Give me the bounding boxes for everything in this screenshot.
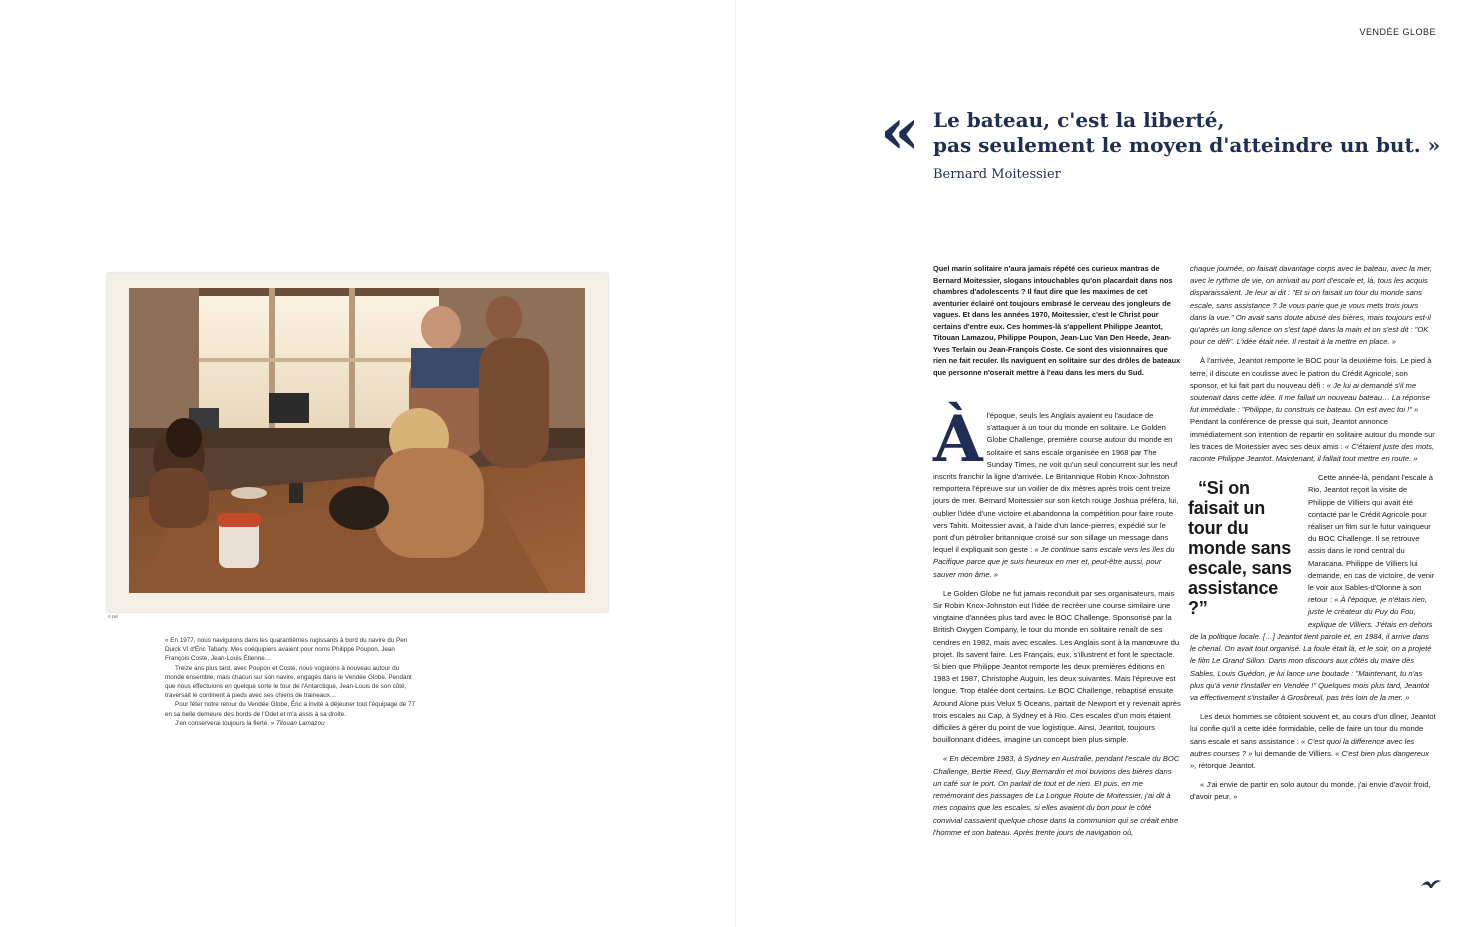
quoted-text: « C'est quoi la différence avec les autres courses ? »	[1190, 736, 1415, 758]
quote-text	[933, 108, 1440, 158]
article-paragraph: chaque journée, on faisait davantage corps avec le bateau, avec la mer, avec le rythme de vie, on arrivait au port d'escale et, là, tous les acquis disparaissaient. Je leur ai dit : "Et si on faisait un tour du monde sans escale, sans assistance ? Je vous parie que je vous mets trois jours dans la vue." On avait sans doute abusé des bières, mais toujours est-il qu'après un long silence on s'est tapé dans la main et on s'est dit : "OK pour ce défi". L'idée était née. Il restait à la mettre en place. »	[1190, 264, 1432, 347]
paragraph-text: À l'arrivée, Jeantot remporte le BOC pour la deuxième fois. Le pied à terre, il discute en coulisse avec le patron du Crédit Agricole, son sponsor, et lui fait part du nouveau défi :	[1190, 356, 1432, 390]
pull-quote: “Si on faisait un tour du monde sans escale, sans assistance ?”	[1188, 478, 1292, 619]
paragraph-text: Les deux hommes se côtoient souvent et, au cours d'un dîner, Jeantot lui confie qu'il a cette idée formidable, celle de faire un tour du monde sans escale et sans assistance :	[1190, 712, 1436, 746]
article-paragraph: Le Golden Globe ne fut jamais reconduit par ses organisateurs, mais Sir Robin Knox-Johnston eut l'idée de recréer une course similaire une vingtaine d'années plus tard avec le BOC Challenge. Sponsorisé par la British Oxygen Company, le tour du monde en solitaire renaît de ses cendres en 1982, mais avec escales. Les Anglais sont à la manœuvre du projet. Ils savent faire. Les Français, eux, s'illustrent et font le spectacle. Si bien que Philippe Jeantot remporte les deux premières éditions en 1983 et 1987, Christophe Auguin, les deux suivantes. Mais l'épreuve est longue. Trop étalée dont certains. Le BOC Challenge, rebaptisé ensuite Around Alone puis Velux 5 Oceans, partait de Newport et y revenait après trois escales au Cap, à Sydney et à Rio. Ces escales d'un mois étaient difficiles à gérer du point de vue logistique. Ainsi, Jeantot, toujours bouillonnant d'idées, imagine un concept bien plus simple.	[933, 588, 1181, 745]
quoted-text: « Je continue sans escale vers les îles du Pacifique parce que je suis heureux en mer et, peut-être aussi, pour sauver mon âme. »	[933, 545, 1175, 579]
article-paragraph: « J'ai envie de partir en solo autour du monde, j'ai envie d'avoir froid, d'avoir peur. »	[1190, 780, 1431, 802]
paragraph-text: Pendant la conférence de presse qui suit, Jeantot annonce immédiatement son intention de repartir en solitaire autour du monde sur les traces de Moitessier avec ses deux amis :	[1190, 417, 1435, 451]
article-paragraph	[933, 402, 1181, 581]
paragraph-text: lui demande de Villiers.	[1254, 748, 1333, 758]
quoted-text: « C'étaient juste des mots, raconte Philippe Jeantot. Maintenant, il fallait tout mettre en route. »	[1190, 441, 1435, 464]
article-column-2	[1190, 263, 1436, 811]
quote-author: Bernard Moitessier	[933, 167, 1061, 182]
paragraph-text: l'époque, seuls les Anglais avaient eu l'audace de s'attaquer à un tour du monde en solitaire. Le Golden Globe Challenge, première course autour du monde en solitaire et sans escale organisée en 1968 par The Sunday Times, ne voit qu'un seul concurrent sur les neuf inscrits franchir la ligne d'arrivée. Le Britannique Robin Knox-Johnston remportera l'épreuve sur un voilier de dix mètres après trois cent treize jours de mer. Bernard Moitessier sur son ketch rouge Joshua préféra, lui, oublier l'idée d'une victoire et abandonna la compétition pour faire route vers Tahiti. Moitessier avait, à l'aide d'un lance-pierres, expédié sur le pont d'un pétrolier britannique croisé sur son sillage un message dans lequel il expliquait son geste :	[933, 411, 1179, 555]
paragraph-text: rétorque Jeantot.	[1198, 760, 1256, 770]
caption-author: Titouan Lamazou	[275, 719, 325, 727]
page-gutter	[735, 0, 736, 927]
headline-quote	[880, 94, 1441, 182]
drop-cap: À	[933, 402, 983, 477]
crew-photo	[129, 288, 585, 593]
section-header: VENDÉE GLOBE	[1359, 27, 1436, 37]
photo-frame	[107, 273, 608, 612]
article-paragraph	[1190, 355, 1436, 465]
quote-mark: «	[880, 94, 920, 169]
caption-paragraph: « En 1977, nous naviguions dans les quarantièmes rugissants à bord du navire du Pen Duick VI d'Éric Tabarly. Mes coéquipiers avaient pour noms Philippe Poupon, Jean François Coste, Jean-Louis Étienne…	[165, 637, 408, 663]
caption-paragraph: Pour fêter notre retour du Vendée Globe, Éric a invité à déjeuner tout l'équipage de 77 en sa belle demeure des bords de l'Odet et m'a assis à sa droite.	[165, 701, 415, 718]
photo-caption	[165, 636, 415, 728]
paragraph-text: Cette année-là, pendant l'escale à Rio, Jeantot reçoit la visite de Philippe de Villiers qui avait été contacté par le Crédit Agricole pour réaliser un film sur le futur vainqueur du BOC Challenge. Il se retrouve assis dans le rond central du Maracana. Philippe de Villiers lui demande, en cas de victoire, de venir le voir aux Sables-d'Olonne à son retour :	[1308, 473, 1435, 605]
caption-paragraph: Treize ans plus tard, avec Poupon et Coste, nous voguions à nouveau autour du monde ensemble, mais chacun sur son navire, engagés dans le Vendée Globe. Pendant que nous effectuions en quelque sorte le tour de l'Antarctique, Jean-Louis de son côté, traversait le continent à pieds avec ses chiens de traineaux…	[165, 664, 412, 700]
quoted-text: « Je lui ai demandé s'il me soutenait dans cette idée. Il me fallait un nouveau bateau… La réponse fut immédiate : "Philippe, tu construis ce bateau. On est avec toi !" »	[1190, 380, 1430, 415]
quote-line-1: Le bateau, c'est la liberté,	[933, 108, 1225, 132]
quoted-text: « À l'époque, je n'étais rien, juste le créateur du Puy du Fou, explique de Villiers. J'étais en dehors de la politique locale. […] Jeantot tient parole et, en 1984, il arrive dans le chenal. On avait tout organisé. La foule était là, et le soir, on a projeté le film Le Grand Sillon. Dans mon discours aux côtés du maire des Sables, Louis Guédon, je lui lance une boutade : "Maintenant, tu n'as plus qu'à venir t'installer en Vendée !" Quelques mois plus tard, Jeantot va effectivement s'installer à Grosbreuil, pas très loin de la mer. »	[1190, 595, 1433, 702]
photo-credit: © DR	[108, 614, 118, 619]
article-paragraph: « En décembre 1983, à Sydney en Australie, pendant l'escale du BOC Challenge, Bertie Reed, Guy Bernardin et moi buvions des bières dans un café sur le port. On parlait de tout et de rien. Et puis, en me remémorant des passages de La Longue Route de Moitessier, j'ai dit à mes copains que les escales, si elles avaient du bon pour le côté convivial cassaient quelque chose dans la communion qui se créait entre l'homme et son bateau. Après trente jours de navigation où,	[933, 754, 1180, 837]
caption-paragraph	[165, 719, 415, 728]
article-column-1	[933, 402, 1181, 846]
article-intro: Quel marin solitaire n'aura jamais répété ces curieux mantras de Bernard Moitessier, slogans intouchables qu'on placardait dans nos chambres d'adolescents ? Il faut dire que les maximes de cet aventurier éclairé ont toujours embrasé le cerveau des jongleurs de vagues. Et dans les années 1970, Moitessier, c'est le Christ pour certains d'entre eux. Ces hommes-là s'appellent Philippe Jeantot, Titouan Lamazou, Philippe Poupon, Jean-Luc Van Den Heede, Jean-Yves Terlain ou Jean-François Coste. Ce sont des visionnaires que rien ne fait reculer. Ils naviguent en solitaire sur des drôles de bateaux que personne n'oserait mettre à l'eau dans les mers du Sud.	[933, 264, 1181, 377]
quoted-text: « C'est bien plus dangereux »,	[1190, 748, 1430, 770]
seabird-icon	[1420, 877, 1442, 891]
caption-closing: J'en conserverai toujours la fierté. »	[175, 719, 275, 727]
quote-line-2: pas seulement le moyen d'atteindre un but. »	[933, 133, 1441, 157]
article-paragraph	[1190, 472, 1436, 704]
article-paragraph	[1190, 711, 1436, 772]
